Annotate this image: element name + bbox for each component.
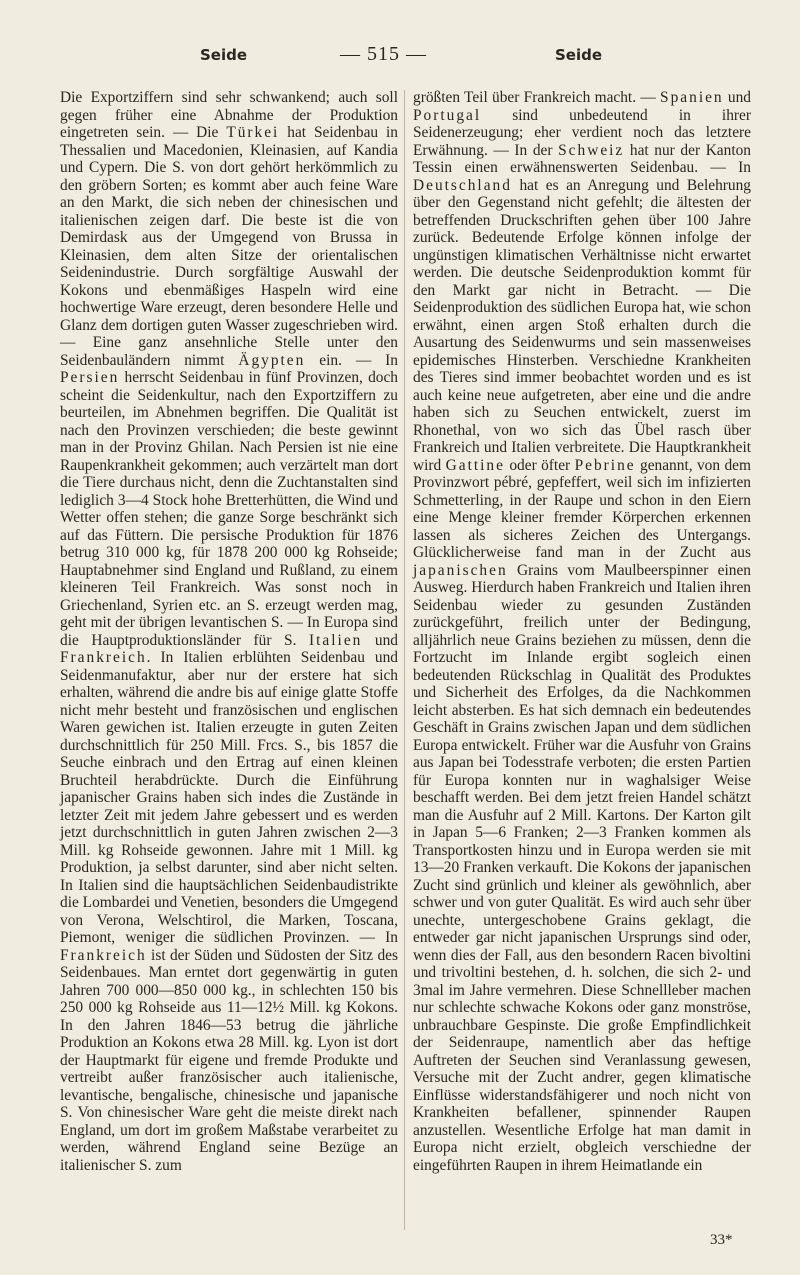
header-keyword-right: Seide [555, 46, 603, 64]
header-keyword-left: Seide [200, 46, 248, 64]
spaced-term: Spanien [660, 89, 724, 106]
page-number: — 515 — [340, 43, 427, 65]
spaced-term: Italien [309, 631, 363, 649]
spaced-term: Persien [60, 369, 120, 386]
spaced-term: Gattine [445, 456, 505, 474]
left-column-text: Die Exportziffern sind sehr schwankend; auch soll gegen früher eine Abnahme der Produktion eingetreten sein. — Die Türkei hat Seidenbau in Thessalien und Macedonien, Kleinasien, auf Kandia und Cypern. Die S. von dort gehört herkömmlich zu den gröbern Sorten; es kommt aber auch feine Ware an den Markt, die sich neben der chinesischen und italienischen zeigen darf. Die beste ist die von Demirdask aus der Umgegend von Brussa in Kleinasien, dem alten Sitze der orientalischen Seidenindustrie. Durch sorgfältige Auswahl der Kokons und ebenmäßiges Haspeln wird eine hochwertige Ware erzeugt, deren besondere Helle und Glanz dem dortigen guten Wasser zugeschrieben wird. — Eine ganz ansehnliche Stelle unter den Seidenbauländern nimmt Ägypten ein. — In Persien herrscht Seidenbau in fünf Provinzen, doch scheint die Seidenkultur, nach den Exportziffern zu beurteilen, im Abnehmen begriffen. Die Qualität ist nach den Provinzen verschieden; die beste gewinnt man in der Provinz Ghilan. Nach Persien ist nie eine Raupenkrankheit gekommen; auch verzärtelt man dort die Tiere durchaus nicht, denn die Zuchtanstalten sind lediglich 3—4 Stock hohe Bretterhütten, die Wind und Wetter offen stehen; die ganze Sorge beschränkt sich auf das Füttern. Die persische Produktion für 1876 betrug 310 000 kg, für 1878 200 000 kg Rohseide; Hauptabnehmer sind England und Rußland, zu einem kleineren Teil Frankreich. Was sonst noch in Griechenland, Syrien etc. an S. erzeugt werden mag, geht mit der übrigen levantischen S. — In Europa sind die Hauptproduktionsländer für S. Italien und Frankreich. In Italien erblühten Seidenbau und Seidenmanufaktur, aber nur der erstere hat sich erhalten, während die andre bis auf einige glatte Stoffe nicht mehr besteht und französischen und englischen Waren gewichen ist. Italien erzeugte in guten Zeiten durchschnittlich für 250 Mill. Frcs. S., bis 1857 die Seuche einbrach und den Ertrag auf einen kleinen Bruchteil herabdrückte. Durch die Einführung japanischer Grains haben sich indes die Zustände in letzter Zeit mit jedem Jahre gebessert und es werden jetzt durchschnittlich in guten Jahren zwischen 2—3 Mill. kg Rohseide gewonnen. Jahre mit 1 Mill. kg Produktion, ja selbst darunter, sind aber nicht selten. In Italien sind die hauptsächlichen Seidenbaudistrikte die Lombardei und Venetien, besonders die Umgegend von Verona, Welschtirol, die Marken, Toscana, Piemont, weniger die südlichen Provinzen. — In Frankreich ist der Süden und Südosten der Sitz des Seidenbaues. Man erntet dort gegenwärtig in guten Jahren 700 000—850 000 kg., in schlechten 150 bis 250 000 kg Rohseide aus 11—12½ Mill. kg Kokons. In den Jahren 1846—53 betrug die jährliche Produktion an Kokons etwa 28 Mill. kg. Lyon ist dort der Hauptmarkt für eigene und fremde Produkte und vertreibt außer französischer auch italienische, levantische, bengalische, chinesische und japanische S. Von chinesischer Ware geht die meiste direkt nach England, um dort im großem Maßstabe verarbeitet zu werden, während England seine Bezüge an italienischer S. zum [60, 89, 399, 1174]
spaced-term: Ägypten [238, 351, 306, 369]
right-column [413, 89, 751, 1174]
column-divider [404, 90, 405, 1230]
left-column [60, 89, 398, 1174]
spaced-term: Portugal [413, 106, 482, 124]
spaced-term: japanischen [413, 561, 508, 579]
right-column-text: größten Teil über Frankreich macht. — Spanien und Portugal sind unbedeutend in ihrer Seidenerzeugung; eher verdient noch das letztere Erwähnung. — In der Schweiz hat nur der Kanton Tessin einen erwähnenswerten Seidenbau. — In Deutschland hat es an Anregung und Belehrung über den Gegenstand nicht gefehlt; die ältesten der betreffenden Druckschriften gehen über 100 Jahre zurück. Bedeutende Erfolge können infolge der ungünstigen klimatischen Verhältnisse nicht erwartet werden. Die deutsche Seidenproduktion kommt für den Markt gar nicht in Betracht. — Die Seidenproduktion des südlichen Europa hat, wie schon erwähnt, einen argen Stoß erhalten durch die Ausartung des Seidenwurms und sein massenweises epidemisches Hinsterben. Verschiedne Krankheiten des Tieres sind immer beobachtet worden und es ist auch keine neue aufgetreten, aber eine und die andre haben sich zu Seuchen entwickelt, zuerst im Rhonethal, von wo sich das Übel rasch über Frankreich und Italien verbreitete. Die Hauptkrankheit wird Gattine oder öfter Pebrine genannt, von dem Provinzwort pébré, gepfeffert, weil sich im infizierten Schmetterling, in der Raupe und schon in den Eiern eine Menge kleiner fremder Körperchen erkennen lassen als sicheres Zeichen des Untergangs. Glücklicherweise fand man in der Zucht aus japanischen Grains vom Maulbeerspinner einen Ausweg. Hierdurch haben Frankreich und Italien ihren Seidenbau wieder zu gesunden Zuständen zurückgeführt, freilich unter der Bedingung, alljährlich neue Grains beziehen zu müssen, denn die Fortzucht im Inlande ergibt sogleich einen bedeutenden Rückschlag in Qualität des Produktes und Sicherheit des Erfolges, da die Nachkommen leicht absterben. Es hat sich demnach ein bedeutendes Geschäft in Grains zwischen Japan und dem südlichen Europa entwickelt. Früher war die Ausfuhr von Grains aus Japan bei Todesstrafe verboten; die ersten Partien für Europa konnten nur in waghalsiger Weise beschafft werden. Bei dem jetzt freien Handel schätzt man die Ausfuhr auf 2 Mill. Kartons. Der Karton gilt in Japan 5—6 Franken; 2—3 Franken kommen als Transportkosten hinzu und in Europa werden sie mit 13—20 Franken verkauft. Die Kokons der japanischen Zucht sind grünlich und kleiner als gewöhnlich, aber schwer und von guter Qualität. Es wird auch sehr über unechte, untergeschobene Grains geklagt, die entweder gar nicht japanischen Ursprungs sind oder, wenn dies der Fall, aus den besondern Racen bivoltini und trivoltini bestehen, d. h. solchen, die sich 2- und 3mal im Jahre vermehren. Diese Schnellleber machen nur schlechte schwache Kokons oder ganz monströse, unbrauchbare Gespinste. Die große Empfindlichkeit der Seidenraupe, namentlich aber das heftige Auftreten der Seuchen sind Veranlassung gewesen, Versuche mit der Zucht andrer, gegen klimatische Einflüsse widerstandsfähigerer und noch nicht von Krankheiten befallener, spinnender Raupen anzustellen. Wesentliche Erfolge hat man damit in Europa nicht erzielt, obgleich verschiedne der eingeführten Raupen in ihrem Heimatlande ein [413, 89, 751, 1174]
signature-mark: 33* [710, 1232, 733, 1248]
spaced-term: Türkei [226, 124, 280, 141]
spaced-term: Schweiz [558, 141, 625, 159]
running-header [60, 43, 750, 72]
spaced-term: Frankreich [60, 946, 147, 964]
spaced-term: Pebrine [574, 456, 636, 474]
spaced-term: Frankreich [60, 649, 147, 666]
spaced-term: Deutschland [413, 176, 512, 194]
